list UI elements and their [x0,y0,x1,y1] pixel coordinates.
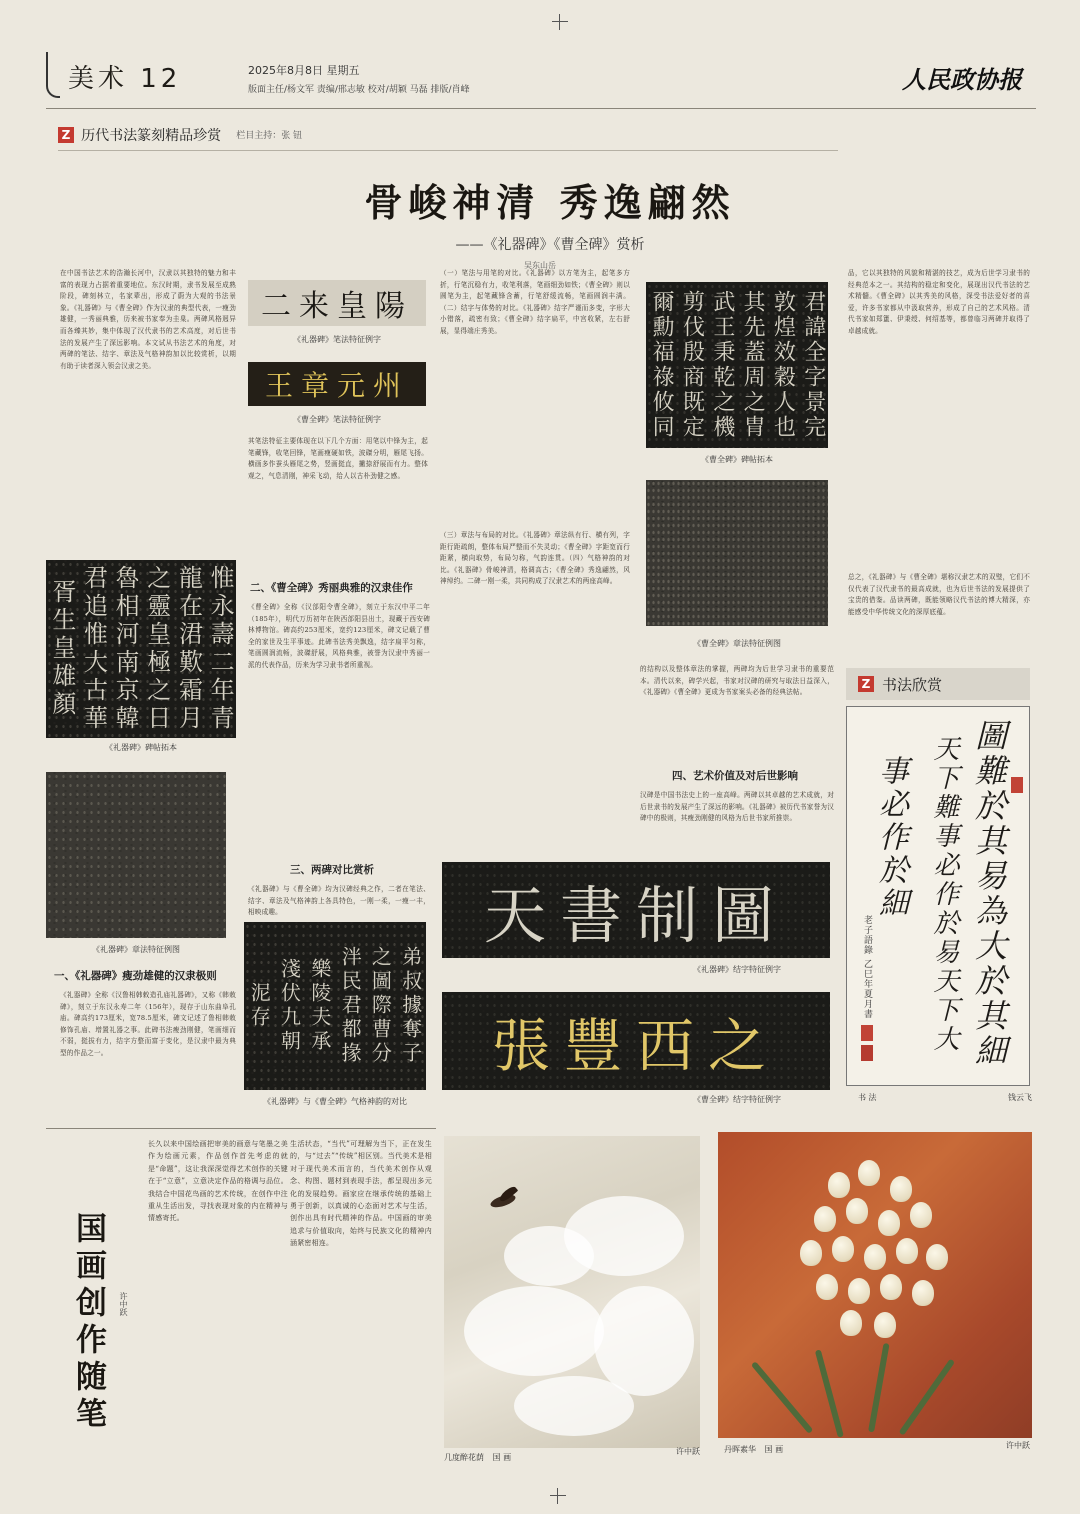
caption-liqi-stroke: 《礼器碑》笔法特征例字 [293,335,381,344]
column-rule [58,150,838,151]
essay-text-col-2: 生活状态，“当代”可理解为当下，正在发生的，与“过去”“传统”相区别。当代美术是相对于现代美术而言的，当代美术创作从观念、构图、题材到表现手法，都呈现出多元化的发展趋势。画家应在继承传统的基础上勇于创新，以真诚的心态面对艺术与生活，创作出具有时代精神的作品。中国画的审美追求与价值取向，始终与民族文化的精神内涵紧密相连。 [290,1140,432,1248]
column-header [58,124,302,146]
column-4-text: 的结构以及整体章法的掌握，两碑均为后世学习隶书的重要范本。清代以来，碑学兴起，书家对汉碑的研究与取法日益深入，《礼器碑》《曹全碑》更成为书家案头必备的经典法帖。 [640,665,834,697]
caoquan-stroke-image: 王章元州 [248,362,426,406]
masthead-rule [46,108,1036,109]
calligraphy-section-header [846,668,1030,700]
calligraphy-col-1: 圖難於其易為大於其細 [970,719,1008,1069]
masthead-bracket [46,52,60,98]
article-headline: 骨峻神清 秀逸翩然 [364,180,736,225]
seal-stamp-icon [1011,777,1023,793]
painting-1-caption [444,1452,564,1463]
essay-text-col-1: 长久以来中国绘画把审美的画意与笔墨之美作为绘画元素，作品创作首先考虑的就是“命题”，这让我深深觉得艺术创作的关键在于“立意”，立意决定作品的格调与品位。我结合中国花鸟画的艺术传统，在创作中注重从生活出发，寻找表现对象的内在精神与情感寄托。 [148,1140,288,1223]
section-3-text: 《礼器碑》与《曹全碑》均为汉碑经典之作，二者在笔法、结字、章法及气格神韵上各具特色，一刚一柔，一瘦一丰，相映成趣。 [248,885,430,917]
bird-icon [484,1190,526,1212]
compare-image [244,922,426,1090]
column-2-text: 其笔法特征主要体现在以下几个方面：用笔以中锋为主，起笔藏锋，收笔回锋，笔画瘦硬如铁，波磔分明，雁尾飞扬。横画多作蚕头雁尾之势，竖画挺直，撇捺舒展而有力。整体观之，气息清刚，神采飞动，给人以古朴劲健之感。 [248,437,428,480]
calligraphy-section-title: 书法欣赏 [882,676,943,694]
caption-caoquan-rubbing: 《曹全碑》碑帖拓本 [701,455,773,464]
calligraphy-col-3: 事必作於細 [873,755,908,920]
section-2-title: 二、《曹全碑》秀丽典雅的汉隶佳作 [250,582,413,594]
section-1-text: 《礼器碑》全称《汉鲁相韩敕造孔庙礼器碑》，又称《韩敕碑》，刻立于东汉永寿二年（156年），现存于山东曲阜孔庙。碑高约173厘米，宽78.5厘米，碑文记述了鲁相韩敕修饰孔庙、增置礼器之事。此碑书法瘦劲刚健，笔画细而不弱，挺拔有力，结字方整而富于变化，是汉隶中最为典型的作品之一。 [60,991,236,1057]
column-3-text: （一）笔法与用笔的对比。《礼器碑》以方笔为主，起笔多方折，行笔沉稳有力，收笔利落，笔画细劲如铁；《曹全碑》则以圆笔为主，起笔藏锋含蓄，行笔舒缓流畅，笔画圆润丰满。（二）结字与体势的对比。《礼器碑》结字严谨而多变，字形大小错落，疏密有致；《曹全碑》结字扁平，中宫收紧，左右舒展，显得端庄秀美。 [440,269,630,335]
caption-caoquan-stroke: 《曹全碑》笔法特征例字 [293,415,381,424]
article-subheadline: ——《礼器碑》《曹全碑》赏析 [455,237,645,253]
newspaper-logo: 人民政协报 [902,65,1022,94]
caption-caoquan-zhangfa: 《曹全碑》章法特征例图 [693,639,781,648]
editorial-credits: 版面主任/杨文军 责编/邢志敏 校对/胡颖 马磊 排版/肖峰 [248,85,470,95]
seal-stamp-icon [861,1045,873,1061]
painting-1-artist: 许中跃 [676,1447,700,1456]
liqi-jiezi-image: 天書制圖 [442,862,830,958]
column-title: 历代书法篆刻精品珍赏 [81,127,222,144]
caption-caoquan-jiezi: 《曹全碑》结字特征例字 [693,1095,781,1104]
painting-yucca-flowers [718,1132,1032,1438]
column-host: 栏目主持：张 钮 [236,131,303,141]
calligraphy-inscription: 老子語錄 乙巳年夏月書 [862,915,872,1019]
right-column-text: 品，它以其独特的风貌和精湛的技艺，成为后世学习隶书的经典范本之一。其结构的稳定和变化，展现出汉代书法的艺术精髓。《曹全碑》以其秀美的风格，深受书法爱好者的喜爱，许多书家都从中汲取营养，形成了自己的艺术风格。清代书家如郑簠、伊秉绶、何绍基等，都曾临习两碑并取得了卓越成就。 [848,269,1030,335]
painting-2-title: 丹晖素华 [724,1445,756,1454]
article-author: 吴东山岳 [524,261,556,270]
painting-2-caption [724,1444,844,1455]
right-column-conclusion: 总之，《礼器碑》与《曹全碑》堪称汉隶艺术的双璧，它们不仅代表了汉代隶书的最高成就，也为后世书法的发展提供了宝贵的借鉴。品读两碑，既能领略汉代书法的博大精深，亦能感受中华传统文化的深厚底蕴。 [848,573,1030,616]
caoquan-zhangfa-image [646,480,828,626]
z-badge-icon: Z [58,127,74,143]
section-4-title: 四、艺术价值及对后世影响 [672,770,798,782]
column-3-mid-text: （三）章法与布局的对比。《礼器碑》章法纵有行、横有列，字距行距疏朗，整体布局严整而不失灵动；《曹全碑》字距宽而行距紧，横向取势，布局匀称，气韵连贯。（四）气格神韵的对比。《礼器碑》骨峻神清，格调高古；《曹全碑》秀逸翩然，风神绰约。二碑一刚一柔，共同构成了汉隶艺术的两座高峰。 [440,531,630,586]
liqi-rubbing-glyphs: 胥生皇雄顏 君追惟大古華 魯相河南京韓 之靈皇極之日 龍在涒歎霜月 惟永壽二年青 [47,565,235,733]
z-badge-icon: Z [858,676,874,692]
section-2-text: 《曹全碑》全称《汉郃阳令曹全碑》，刻立于东汉中平二年（185年），明代万历初年在陕西郃阳县出土，现藏于西安碑林博物馆。碑高约253厘米，宽约123厘米，碑文记载了曹全的家世及生平事迹。此碑书法秀美飘逸，结字扁平匀称，笔画圆润流畅，波磔舒展，风格典雅，被誉为汉隶中秀丽一派的代表作品，历来为学习隶书者所重视。 [248,603,430,669]
crosshair-bottom-icon [550,1488,566,1504]
painting-flowers-bird [444,1136,700,1448]
painting-2-medium: 国 画 [764,1445,784,1454]
seal-stamp-icon [861,1025,873,1041]
masthead [46,52,1036,104]
essay-title: 国画创作随笔 [70,1212,106,1434]
caption-liqi-jiezi: 《礼器碑》结字特征例字 [693,965,781,974]
calligraphy-caption: 书 法 [858,1093,877,1102]
calligraphy-artwork [846,706,1030,1086]
section-3-title: 三、两碑对比赏析 [290,864,374,876]
intro-text: 在中国书法艺术的浩瀚长河中，汉隶以其独特的魅力和丰富的表现力占据着重要地位。东汉时期，隶书发展至成熟阶段，碑刻林立，名家辈出，形成了蔚为大观的书法景象。《礼器碑》与《曹全碑》作为汉隶的典型代表，一瘦劲雄健，一秀丽典雅，历来被书家奉为圭臬。两碑风格迥异而各臻其妙，集中体现了汉代隶书的艺术高度，对后世书法的发展产生了深远影响。本文试从书法艺术的角度，对两碑的笔法、结字、章法及气格神韵加以比较赏析，以期有助于读者深入领会汉隶之美。 [60,269,236,370]
calligraphy-artist: 钱云飞 [1008,1093,1032,1102]
compare-glyphs: 泥存 淺伏九朝 樂陵夫承 泮民君都掾 之圖際曹分 弟叔據奪子 [247,946,423,1066]
painting-1-medium: 国 画 [492,1453,512,1462]
caption-liqi-rubbing: 《礼器碑》碑帖拓本 [105,743,177,752]
caoquan-rubbing-glyphs: 爾勳福祿攸同 剪伐殷商既定 武王秉乾之機 其先蓋周之胄 敦煌效穀人也 君諱全字景完 [649,290,826,440]
section-1-title: 一、《礼器碑》瘦劲雄健的汉隶极则 [54,970,217,982]
issue-date: 2025年8月8日 星期五 [248,64,360,77]
caoquan-rubbing-image [646,282,828,448]
liqi-rubbing-image [46,560,236,738]
caoquan-jiezi-image: 張豐西之 [442,992,830,1090]
calligraphy-col-2: 天下難事必作於易天下大 [929,735,959,1054]
crosshair-top-icon [552,14,568,30]
painting-2-artist: 许中跃 [1006,1441,1030,1450]
section-label: 美术 12 [68,64,182,94]
section-4-text: 汉碑是中国书法史上的一座高峰。两碑以其卓越的艺术成就，对后世隶书的发展产生了深远的影响。《礼器碑》被历代书家誉为汉碑中的极则，其瘦劲刚健的风格为后世书家所推崇。 [640,791,834,823]
caption-compare: 《礼器碑》与《曹全碑》气格神韵的对比 [263,1097,407,1106]
caption-liqi-zhangfa: 《礼器碑》章法特征例图 [92,945,180,954]
bottom-rule [46,1128,436,1129]
liqi-zhangfa-image [46,772,226,938]
painting-1-title: 几度醉花荫 [444,1453,484,1462]
essay-author: 许中跃 [119,1292,128,1316]
liqi-stroke-image: 二来皇陽 [248,280,426,326]
